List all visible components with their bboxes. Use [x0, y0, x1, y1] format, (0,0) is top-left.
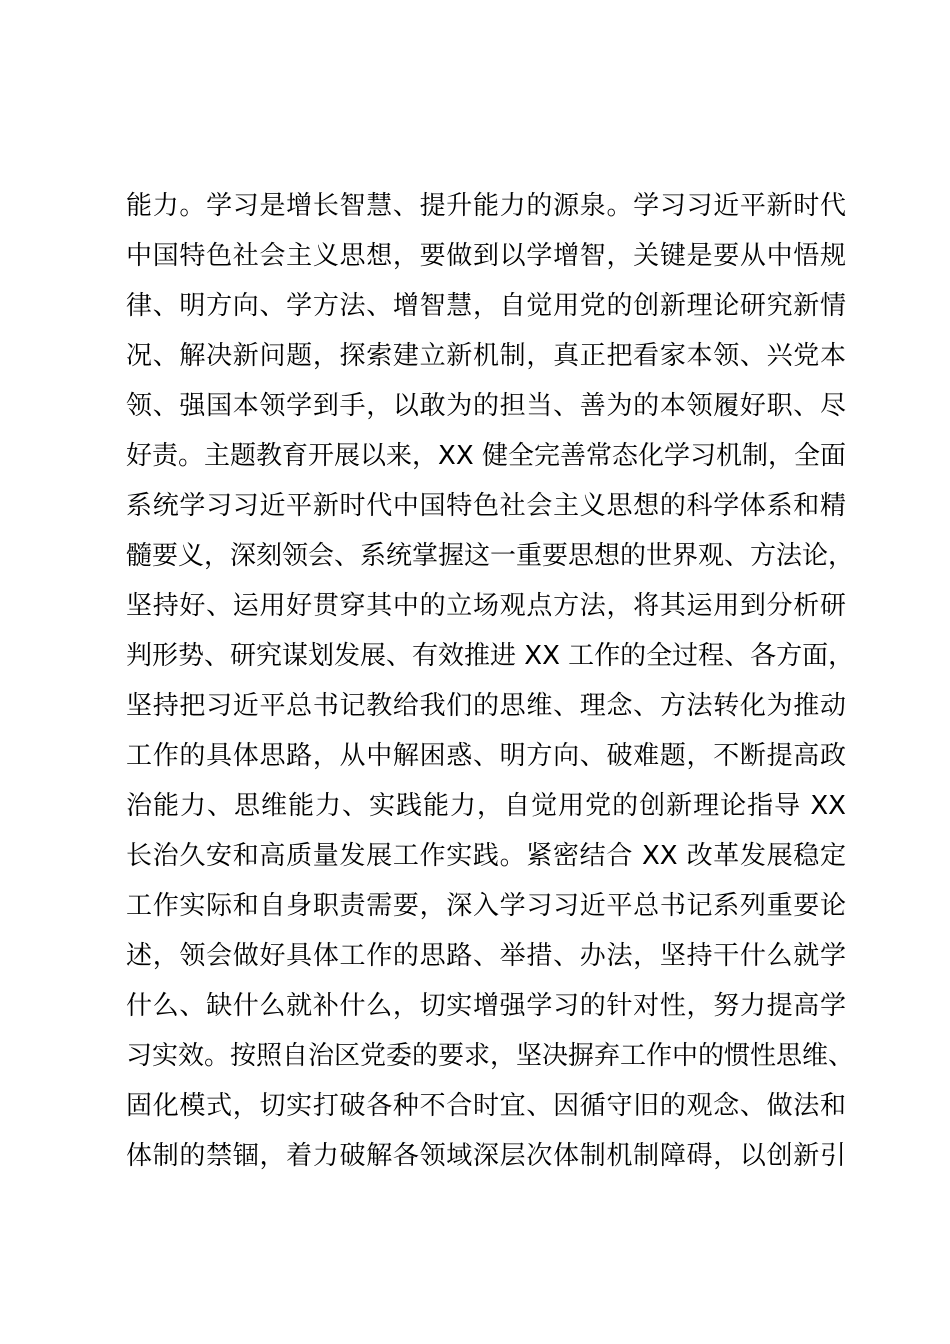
text-line-16: 述，领会做好具体工作的思路、举措、办法，坚持干什么就学: [126, 941, 846, 971]
body-paragraph: [126, 181, 855, 1181]
text-line-1: 能力。学习是增长智慧、提升能力的源泉。学习习近平新时代: [126, 191, 846, 221]
text-line-20: 体制的禁锢，着力破解各领域深层次体制机制障碍，以创新引: [126, 1141, 846, 1171]
text-line-18: 习实效。按照自治区党委的要求，坚决摒弃工作中的惯性思维、: [126, 1041, 855, 1071]
text-line-9: 坚持好、运用好贯穿其中的立场观点方法，将其运用到分析研: [126, 591, 846, 621]
text-line-19: 固化模式，切实打破各种不合时宜、因循守旧的观念、做法和: [126, 1091, 846, 1121]
text-line-8: 髓要义，深刻领会、系统掌握这一重要思想的世界观、方法论，: [126, 541, 855, 571]
text-line-4: 况、解决新问题，探索建立新机制，真正把看家本领、兴党本: [126, 341, 846, 371]
text-line-5: 领、强国本领学到手，以敢为的担当、善为的本领履好职、尽: [126, 391, 846, 421]
text-line-12: 工作的具体思路，从中解困惑、明方向、破难题，不断提高政: [126, 741, 846, 771]
text-line-15: 工作实际和自身职责需要，深入学习习近平总书记系列重要论: [126, 891, 846, 921]
text-line-14: 长治久安和高质量发展工作实践。紧密结合 XX 改革发展稳定: [126, 841, 846, 871]
text-line-2: 中国特色社会主义思想，要做到以学增智，关键是要从中悟规: [126, 241, 846, 271]
text-line-6: 好责。主题教育开展以来，XX 健全完善常态化学习机制，全面: [126, 441, 846, 471]
text-line-7: 系统学习习近平新时代中国特色社会主义思想的科学体系和精: [126, 491, 846, 521]
text-line-13: 治能力、思维能力、实践能力，自觉用党的创新理论指导 XX: [126, 791, 846, 821]
text-line-17: 什么、缺什么就补什么，切实增强学习的针对性，努力提高学: [126, 991, 846, 1021]
text-line-3: 律、明方向、学方法、增智慧，自觉用党的创新理论研究新情: [126, 291, 846, 321]
text-line-11: 坚持把习近平总书记教给我们的思维、理念、方法转化为推动: [126, 691, 846, 721]
text-line-10: 判形势、研究谋划发展、有效推进 XX 工作的全过程、各方面，: [126, 641, 855, 671]
